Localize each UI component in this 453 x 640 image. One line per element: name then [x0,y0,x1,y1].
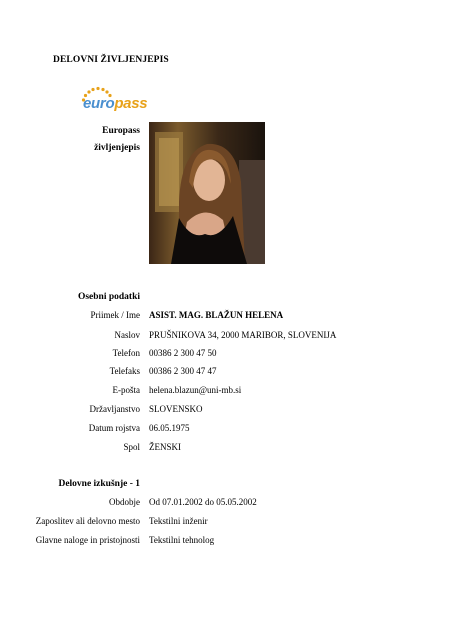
period-value: Od 07.01.2002 do 05.05.2002 [149,497,257,507]
fax-value: 00386 2 300 47 47 [149,366,217,376]
document-title: DELOVNI ŽIVLJENJEPIS [53,55,169,65]
citizenship-value: SLOVENSKO [149,404,203,414]
birth-date-label: Datum rojstva [88,423,140,433]
duties-value: Tekstilni tehnolog [149,535,215,545]
work-experience-heading: Delovne izkušnje - 1 [58,479,140,489]
period-label: Obdobje [109,497,140,507]
citizenship-label: Državljanstvo [89,404,140,414]
email-value[interactable]: helena.blazun@uni-mb.si [149,385,242,395]
surname-name-label: Priimek / Ime [90,310,140,320]
europass-logo-text: europass [83,95,148,112]
address-label: Naslov [114,330,140,340]
gender-label: Spol [123,442,140,452]
profile-photo [149,122,265,264]
duties-label: Glavne naloge in pristojnosti [35,535,140,545]
europass-logo [79,86,148,120]
fax-label: Telefaks [109,366,140,376]
birth-date-value: 06.05.1975 [149,423,190,433]
surname-name-value: ASIST. MAG. BLAŽUN HELENA [149,310,284,320]
position-label: Zaposlitev ali delovno mesto [35,516,140,526]
personal-info-heading: Osebni podatki [77,292,140,302]
phone-label: Telefon [112,348,140,358]
address-value: PRUŠNIKOVA 34, 2000 MARIBOR, SLOVENIJA [149,330,337,340]
email-label: E-pošta [112,385,140,395]
phone-value: 00386 2 300 47 50 [149,348,217,358]
position-value: Tekstilni inženir [149,516,208,526]
cv-heading: Europass življenjepis [94,126,140,153]
gender-value: ŽENSKI [149,442,181,452]
